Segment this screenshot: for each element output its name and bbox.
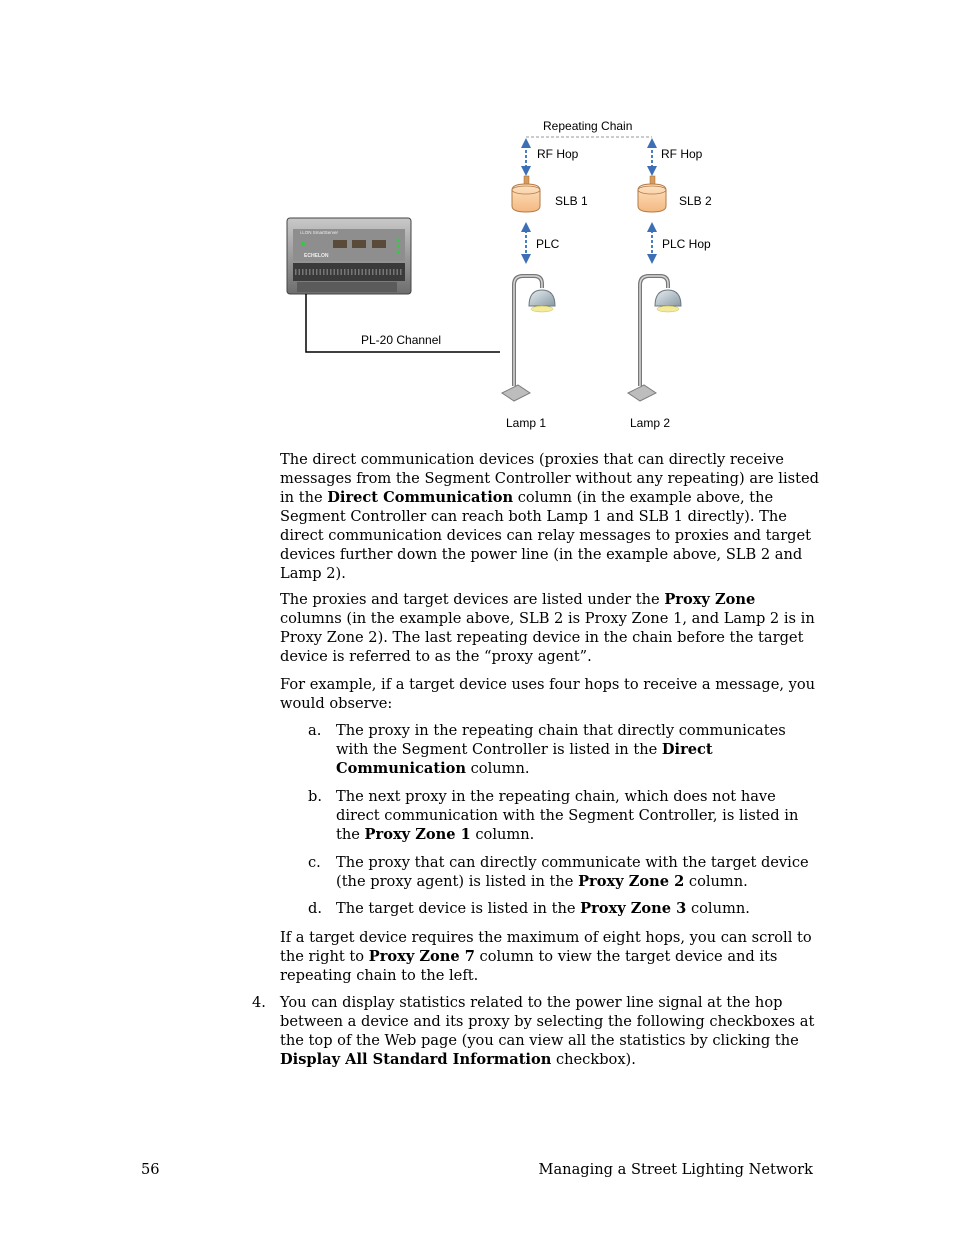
p4-text-c: column to view the target device and its repeating chain to the left.: [280, 948, 778, 984]
repeating-chain-label: Repeating Chain: [543, 119, 633, 133]
p2-text-c: columns (in the example above, SLB 2 is Proxy Zone 1, and Lamp 2 is in Proxy Zone 2). The last repeating device in the chain before the target device is referred to as the “proxy agent”.: [280, 610, 815, 665]
item-text: column.: [686, 900, 750, 917]
paragraph-direct-communication: [280, 450, 820, 583]
paragraph-example: [280, 675, 820, 713]
rf-hop-label-1: RF Hop: [537, 147, 579, 161]
item-text: The proxy that can directly communicate with the target device (the proxy agent) is listed in the: [336, 854, 809, 890]
network-diagram: [0, 0, 954, 440]
page-number: 56: [141, 1161, 160, 1178]
item-text: column.: [684, 873, 748, 890]
pl20-channel-label: PL-20 Channel: [361, 333, 442, 347]
plc-hop-label: PLC Hop: [662, 237, 711, 251]
p1-bold: Direct Communication: [327, 489, 514, 506]
device-model-text: i.LON SmartServer: [300, 230, 339, 235]
list-marker: b.: [308, 788, 322, 805]
item-text: The proxy in the repeating chain that directly communicates with the Segment Controller is listed in the: [336, 722, 786, 758]
slb2-icon: [638, 176, 666, 212]
step-number: 4.: [252, 994, 266, 1011]
rf-hop-arrow-1: [521, 138, 531, 176]
paragraph-proxy-zone: [280, 590, 820, 666]
lamp1-label: Lamp 1: [506, 416, 547, 430]
step-text-a: You can display statistics related to the power line signal at the hop between a device and its proxy by selecting the following checkboxes at the top of the Web page (you can view all the statistics by clicking the: [280, 994, 815, 1049]
item-text: column.: [470, 826, 535, 843]
list-marker: c.: [308, 854, 321, 871]
list-marker: a.: [308, 722, 322, 739]
item-bold: Proxy Zone 2: [578, 873, 685, 890]
lamp2-icon: [628, 276, 681, 401]
lamp2-label: Lamp 2: [630, 416, 671, 430]
item-text: The target device is listed in the: [336, 900, 581, 917]
step-text-c: checkbox).: [551, 1051, 636, 1068]
rf-hop-arrow-2: [647, 138, 657, 176]
chapter-title: Managing a Street Lighting Network: [538, 1161, 813, 1178]
plc-arrow: [521, 222, 531, 264]
p3-text: For example, if a target device uses four hops to receive a message, you would observe:: [280, 676, 816, 712]
plc-hop-arrow: [647, 222, 657, 264]
p4-text-a: If a target device requires the maximum of eight hops, you can scroll to the right to: [280, 929, 812, 965]
step-bold: Display All Standard Information: [280, 1051, 552, 1068]
item-text: The next proxy in the repeating chain, which does not have direct communication with the Segment Controller, is listed in the: [336, 788, 799, 843]
p4-bold: Proxy Zone 7: [368, 948, 475, 965]
item-bold: Proxy Zone 1: [364, 826, 471, 843]
lamp1-icon: [502, 276, 555, 401]
p1-text-a: The direct communication devices (proxies that can directly receive messages from the Segment Controller without any repeating) are listed in the: [280, 451, 819, 506]
segment-controller-device: [287, 218, 411, 294]
paragraph-eight-hops: [280, 928, 820, 985]
p2-bold: Proxy Zone: [664, 591, 756, 608]
rf-hop-label-2: RF Hop: [661, 147, 703, 161]
item-bold: Direct Communication: [336, 741, 713, 777]
item-bold: Proxy Zone 3: [580, 900, 687, 917]
list-marker: d.: [308, 900, 322, 917]
item-text: column.: [465, 760, 530, 777]
slb1-icon: [512, 176, 540, 212]
slb2-label: SLB 2: [679, 194, 712, 208]
plc-label: PLC: [536, 237, 560, 251]
device-brand-text: ECHELON: [304, 253, 329, 259]
p1-text-c: column (in the example above, the Segment Controller can reach both Lamp 1 and SLB 1 directly). The direct communication devices can relay messages to proxies and target devices further down the power line (in the example above, SLB 2 and Lamp 2).: [280, 489, 812, 582]
p2-text-a: The proxies and target devices are listed under the: [280, 591, 665, 608]
slb1-label: SLB 1: [555, 194, 588, 208]
